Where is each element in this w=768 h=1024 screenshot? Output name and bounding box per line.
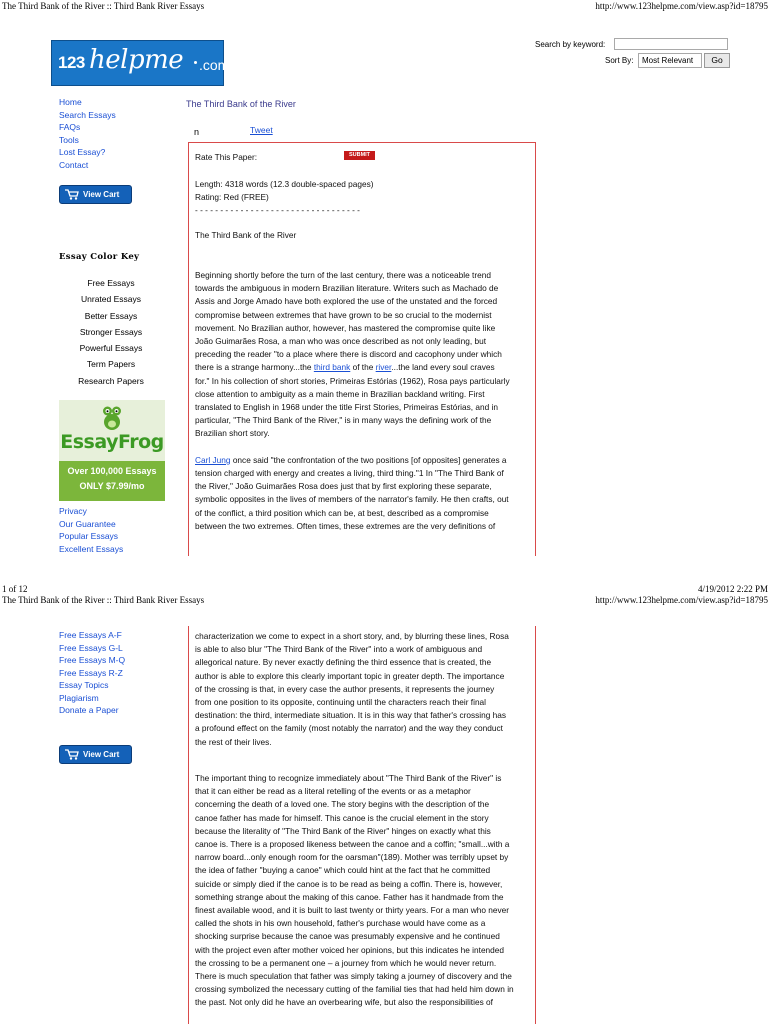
page2-p1-line: the rest of their lives. xyxy=(195,736,272,747)
print-header-url: http://www.123helpme.com/view.asp?id=18795 xyxy=(595,1,768,11)
page2-p1-line: a profound effect on the family (most notably the narrator) and the way they conduct xyxy=(195,723,503,734)
page2-p2-line: with the project even after mother voiced her opinions, but this indicates he intended xyxy=(195,944,505,955)
essay-box-page2 xyxy=(188,626,536,1024)
essay-rating: Rating: Red (FREE) xyxy=(195,192,269,202)
print-header-page2 xyxy=(0,594,768,606)
cart-icon xyxy=(65,189,79,200)
p1-line: Brazilian short story. xyxy=(195,428,270,439)
p2-line: symbolic opposites in the lives of members of the narrator's family. He then crafts, out xyxy=(195,494,509,505)
submit-rating-button[interactable]: SUBMIT xyxy=(344,151,375,160)
p1-line: close attention to ambiguity as a main theme in Brazilian backland writing. First xyxy=(195,388,485,399)
print-timestamp: 4/19/2012 2:22 PM xyxy=(697,584,768,594)
p1-line: translated to English in 1968 under the title First Stories, Primeiras Estórias, and in xyxy=(195,402,498,412)
tweet-link[interactable]: Tweet xyxy=(250,125,273,135)
nav-item-contact[interactable]: Contact xyxy=(59,159,89,170)
page2-p1-line: allegorical nature. By never exactly defining the third essence that is created, the xyxy=(195,657,492,668)
view-cart-label: View Cart xyxy=(83,190,120,199)
color-key-free: Free Essays xyxy=(87,278,135,288)
p2-line-tail: once said "the confrontation of the two positions [of opposites] generates a xyxy=(230,454,507,465)
third-bank-link[interactable]: third bank xyxy=(313,362,351,373)
page2-p2-line: the crossing to be a permanent one – a journey from which he would never return. xyxy=(195,957,497,968)
p2-line: of the conflict, a third position which can be, at best, described as a compromise xyxy=(195,507,489,518)
page2-p2-line: the idea of father "buying a canoe" which could hint at the fact that he committed xyxy=(195,865,491,876)
p2-line: the River," João Guimarães Rosa does just that by first exploring these separate, xyxy=(195,481,492,492)
page2-p1-line: author is able to explore this clearly important topic in greater depth. The importance xyxy=(195,670,505,681)
sidebar-nav-footer xyxy=(59,505,123,555)
carl-jung-link[interactable]: Carl Jung xyxy=(195,454,231,465)
page2-p2-line: There is much speculation that father was simply taking a journey of discovery and the xyxy=(195,971,512,981)
page2-p1-line: destination: the third, intermediate situation. It is in this way that father's crossing has xyxy=(195,710,507,721)
view-cart-button[interactable] xyxy=(59,745,132,764)
color-key-unrated: Unrated Essays xyxy=(81,294,141,305)
nav-item-popular[interactable]: Popular Essays xyxy=(59,531,119,541)
page2-p2-line: finest available wood, and it is built to last twenty or thirty years. For a man who never xyxy=(195,905,510,915)
page2-p2-line: canoe is. There is a proposed likeness between the canoe and a coffin; "small...with a xyxy=(195,839,510,849)
logo-word: helpme xyxy=(89,45,184,75)
nav-item-guarantee[interactable]: Our Guarantee xyxy=(59,518,116,529)
view-cart-button[interactable] xyxy=(59,185,132,204)
p2-line: tension charged with energy and creates a living, third thing."1 In "The Third Bank of xyxy=(195,468,504,478)
logo-number: 123 xyxy=(58,53,85,72)
nav-item-tools[interactable]: Tools xyxy=(59,134,79,145)
p1-line-tail: ...the land every soul craves xyxy=(391,362,495,373)
page2-p2-line: narrow board...only enough room for the oarsman"(189). Mother was terribly upset by xyxy=(195,852,509,863)
page2-p2-line: that it can either be read as a literal retelling of the events or as a metaphor xyxy=(195,786,471,797)
color-key-research: Research Papers xyxy=(78,375,144,386)
page-title: The Third Bank of the River xyxy=(186,99,296,109)
separator-rule: - - - - - - - - - - - - - - - - - - - - - - - - - - - - - - - - - xyxy=(195,205,360,215)
p1-line: particular, "The Third Bank of the River," is in many ways the defining work of the xyxy=(195,415,492,426)
essayfrog-line1: Over 100,000 Essays xyxy=(67,466,157,476)
frog-icon xyxy=(101,405,123,431)
logo-tld: .com xyxy=(199,57,230,73)
p1-line-mid: of the xyxy=(350,362,376,373)
color-key-better: Better Essays xyxy=(84,310,138,321)
p2-line-with-link xyxy=(195,454,507,467)
page2-p2-line: concerning the death of a loved one. The story begins with the description of the xyxy=(195,799,490,810)
search-input[interactable] xyxy=(614,38,728,50)
nav-item-donate[interactable]: Donate a Paper xyxy=(59,705,119,715)
sort-select[interactable]: Most Relevant xyxy=(638,53,702,68)
sidebar-nav-page2 xyxy=(59,629,125,717)
nav-item-search-essays[interactable]: Search Essays xyxy=(59,109,116,120)
essay-heading: The Third Bank of the River xyxy=(195,230,297,240)
nav-item-lost-essay[interactable]: Lost Essay? xyxy=(59,147,106,157)
p1-line: Beginning shortly before the turn of the last century, there was a noticeable trend xyxy=(195,270,491,280)
page2-p2-line: The important thing to recognize immediately about "The Third Bank of the River" is xyxy=(195,773,502,783)
nav-item-plagiarism[interactable]: Plagiarism xyxy=(59,692,99,703)
page2-p2-line: the past. Not only did he have an overbearing wife, but also the responsibilities of xyxy=(195,997,493,1008)
essayfrog-line2: ONLY $7.99/mo xyxy=(79,481,145,491)
p1-line: João Guimarães Rosa, a man who was once described as not only leading, but xyxy=(195,336,487,346)
nav-item-faqs[interactable]: FAQs xyxy=(59,122,81,132)
page2-p2-line: because the literality of "The Third Bank of the River" hinges on exactly what this xyxy=(195,825,491,836)
nav-item-free-m-q[interactable]: Free Essays M-Q xyxy=(59,655,126,665)
essay-box-page1 xyxy=(188,142,536,556)
river-link[interactable]: river xyxy=(375,362,392,373)
page2-p2-line: something strange about the making of this canoe. Father has it handmade from the xyxy=(195,891,504,902)
logo-dot xyxy=(194,61,197,64)
p1-line: preceding the reader "to a place where there is discord and cacophony under which xyxy=(195,349,502,360)
color-key-powerful: Powerful Essays xyxy=(79,343,143,354)
essayfrog-brand: EssayFrog xyxy=(60,431,164,453)
sidebar-nav xyxy=(59,96,116,171)
go-button[interactable]: Go xyxy=(704,53,730,68)
rate-label: Rate This Paper: xyxy=(195,152,258,162)
page2-p2-line: canoe father has made for himself. This canoe is the crucial element in the story xyxy=(195,812,489,823)
p1-line: for." In his collection of short stories, Primeiras Estórias (1962), Rosa pays particularly xyxy=(195,375,510,386)
page2-p2-line: crossing symbolized the necessary cutting of the familial ties that had held him down in xyxy=(195,984,514,995)
page2-p1-line: of the crossing is that, in every case the author presents, it represents the journey xyxy=(195,683,495,694)
essay-length: Length: 4318 words (12.3 double-spaced pages) xyxy=(195,179,374,189)
page2-p1-line: characterization we come to expect in a short story, and, by blurring these lines, Rosa xyxy=(195,631,509,641)
search-label: Search by keyword: xyxy=(535,40,606,49)
color-key-stronger: Stronger Essays xyxy=(79,326,143,337)
essay-color-key-title: Essay Color Key xyxy=(59,252,140,262)
essayfrog-ad[interactable] xyxy=(59,400,165,501)
share-glyph: n xyxy=(194,127,200,137)
color-key-term: Term Papers xyxy=(86,359,136,370)
nav-item-excellent[interactable]: Excellent Essays xyxy=(59,543,124,554)
nav-item-home[interactable]: Home xyxy=(59,97,82,107)
cart-icon xyxy=(65,749,79,760)
print-page-number: 1 of 12 xyxy=(2,584,28,594)
p1-line: compromise between extremes that have grown to be so crucial to the modernist xyxy=(195,309,492,320)
nav-item-free-a-f[interactable]: Free Essays A-F xyxy=(59,630,122,640)
print-header-title: The Third Bank of the River :: Third Bank River Essays xyxy=(2,595,205,605)
nav-item-essay-topics[interactable]: Essay Topics xyxy=(59,680,109,690)
print-header-url: http://www.123helpme.com/view.asp?id=18795 xyxy=(595,595,768,605)
p1-line: towards the ambiguous in modern Brazilian literature. Writers such as Machado de xyxy=(195,283,499,294)
nav-item-privacy[interactable]: Privacy xyxy=(59,506,87,516)
sort-label: Sort By: xyxy=(605,56,634,65)
p1-line-text: there is a strange harmony...the xyxy=(195,362,314,373)
nav-item-free-r-z[interactable]: Free Essays R-Z xyxy=(59,667,123,678)
page2-p2-line: called the shots in his own household, father's purchase would have come as a xyxy=(195,918,486,929)
page2-p2-line: shocking surprise because the canoe was presumably expensive and he continued xyxy=(195,931,500,942)
page2-p1-line: from one position to its opposite, continuing until the characters reach their final xyxy=(195,697,487,707)
print-header xyxy=(0,0,768,12)
essay-color-key-list xyxy=(59,275,163,389)
page2-p2-line: suicide or simply died if the canoe is to be read as being a coffin. There is, however, xyxy=(195,878,503,889)
page2-p1-line: is able to also blur "The Third Bank of the River" into a work of ambiguous and xyxy=(195,644,483,655)
view-cart-label: View Cart xyxy=(83,750,120,759)
nav-item-free-g-l[interactable]: Free Essays G-L xyxy=(59,642,123,653)
site-logo[interactable] xyxy=(51,40,230,86)
p1-line: movement. No Brazilian author, however, has mastered the compromise quite like xyxy=(195,322,496,333)
p2-line: between the two extremes. Often times, these extremes are the very definitions of xyxy=(195,520,496,531)
print-header-title: The Third Bank of the River :: Third Bank River Essays xyxy=(2,1,205,11)
p1-line-with-links xyxy=(195,361,495,374)
p1-line: Assis and Jorge Amado have both explored the use of the unstated and the forced xyxy=(195,296,498,307)
